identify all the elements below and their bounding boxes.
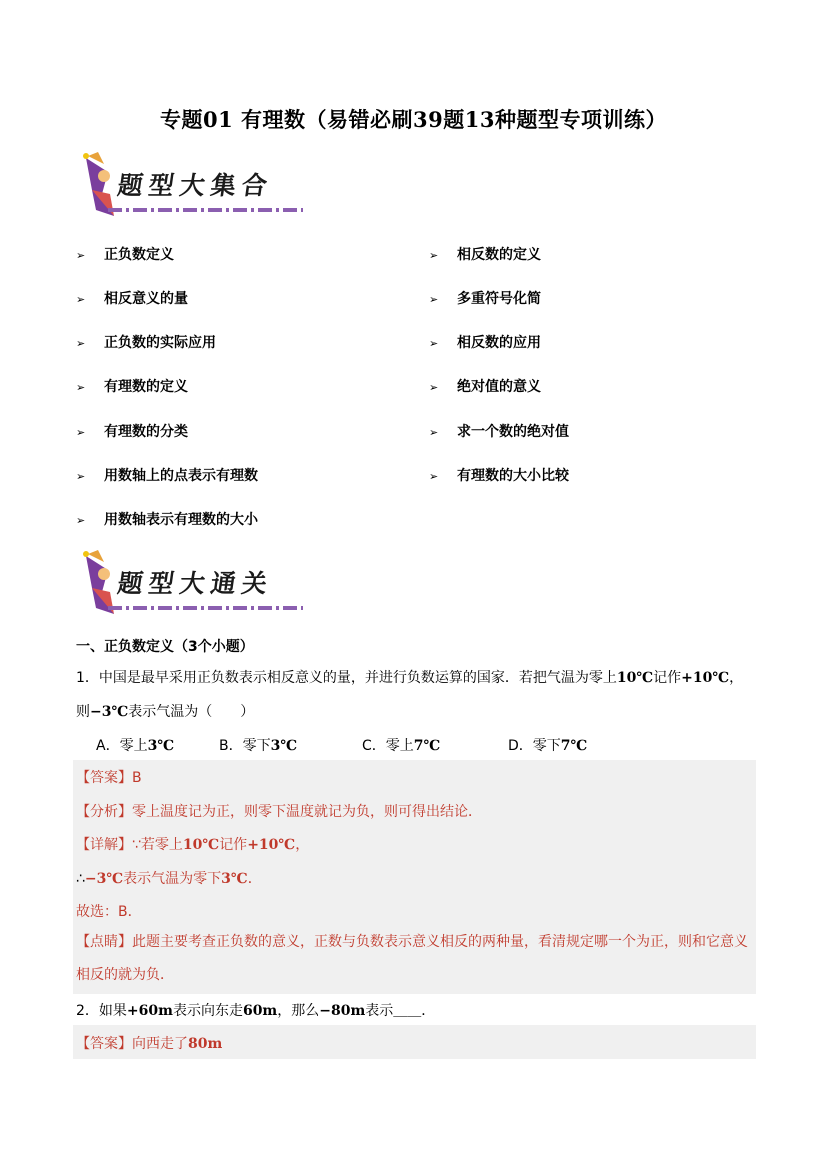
topic-item: ➢ 多重符号化简	[429, 291, 541, 307]
topic-item: ➢ 有理数的大小比较	[429, 468, 569, 484]
page-title: 专题01 有理数（易错必刷39题13种题型专项训练）	[160, 107, 667, 132]
answer-box-1	[73, 760, 756, 994]
topic-item: ➢ 求一个数的绝对值	[429, 424, 569, 440]
question-2-stem: 2．如果+60m表示向东走60m，那么−80m表示＿＿．	[76, 1003, 436, 1019]
bullet-arrow-icon: ➢	[76, 249, 86, 262]
answer-line: 【答案】向西走了80m	[76, 1036, 223, 1052]
bullet-arrow-icon: ➢	[429, 426, 439, 439]
topic-item: ➢ 绝对值的意义	[429, 379, 541, 395]
bullet-arrow-icon: ➢	[429, 249, 439, 262]
section-banner-collection	[78, 150, 308, 220]
banner-label: 题型大通关	[115, 569, 275, 598]
banner-label: 题型大集合	[115, 171, 275, 200]
choice-a: A．零上3℃	[96, 738, 175, 754]
choice-b: B．零下3℃	[219, 738, 298, 754]
banner-underline	[108, 208, 303, 212]
topic-item: ➢ 相反数的定义	[429, 247, 541, 263]
bullet-arrow-icon: ➢	[429, 293, 439, 306]
answer-box-2	[73, 1025, 756, 1059]
answer-line: 【答案】B	[76, 770, 142, 786]
section-heading: 一、正负数定义（3个小题）	[76, 639, 254, 655]
topic-item: ➢ 有理数的分类	[76, 424, 188, 440]
bullet-arrow-icon: ➢	[429, 470, 439, 483]
bullet-arrow-icon: ➢	[76, 337, 86, 350]
bullet-arrow-icon: ➢	[76, 381, 86, 394]
banner-underline	[108, 606, 303, 610]
bullet-arrow-icon: ➢	[76, 293, 86, 306]
question-1-stem-line2: 则−3℃表示气温为（ ）	[76, 704, 255, 720]
topic-item: ➢ 相反意义的量	[76, 291, 188, 307]
topic-item: ➢ 正负数定义	[76, 247, 174, 263]
choice-c: C．零上7℃	[362, 738, 441, 754]
choose-line: 故选：B．	[76, 904, 142, 920]
topic-item: ➢ 用数轴表示有理数的大小	[76, 512, 258, 528]
question-1-stem: 1．中国是最早采用正负数表示相反意义的量，并进行负数运算的国家．若把气温为零上10℃记作+10℃，	[76, 670, 744, 686]
bullet-arrow-icon: ➢	[429, 337, 439, 350]
section-banner-practice	[78, 548, 308, 618]
detail-line: 【详解】∵若零上10℃记作+10℃，	[76, 837, 310, 853]
bullet-arrow-icon: ➢	[429, 381, 439, 394]
choice-d: D．零下7℃	[508, 738, 588, 754]
bullet-arrow-icon: ➢	[76, 426, 86, 439]
analysis-line: 【分析】零上温度记为正，则零下温度就记为负，则可得出结论．	[76, 804, 482, 820]
bullet-arrow-icon: ➢	[76, 514, 86, 527]
therefore-line: ∴−3℃表示气温为零下3℃．	[76, 871, 262, 887]
topic-item: ➢ 有理数的定义	[76, 379, 188, 395]
topic-item: ➢ 用数轴上的点表示有理数	[76, 468, 258, 484]
bullet-arrow-icon: ➢	[76, 470, 86, 483]
topic-item: ➢ 正负数的实际应用	[76, 335, 216, 351]
comment-line: 【点睛】此题主要考查正负数的意义，正数与负数表示意义相反的两种量，看清规定哪一个为正，则和它意义相反的就为负．	[76, 934, 748, 983]
topic-item: ➢ 相反数的应用	[429, 335, 541, 351]
